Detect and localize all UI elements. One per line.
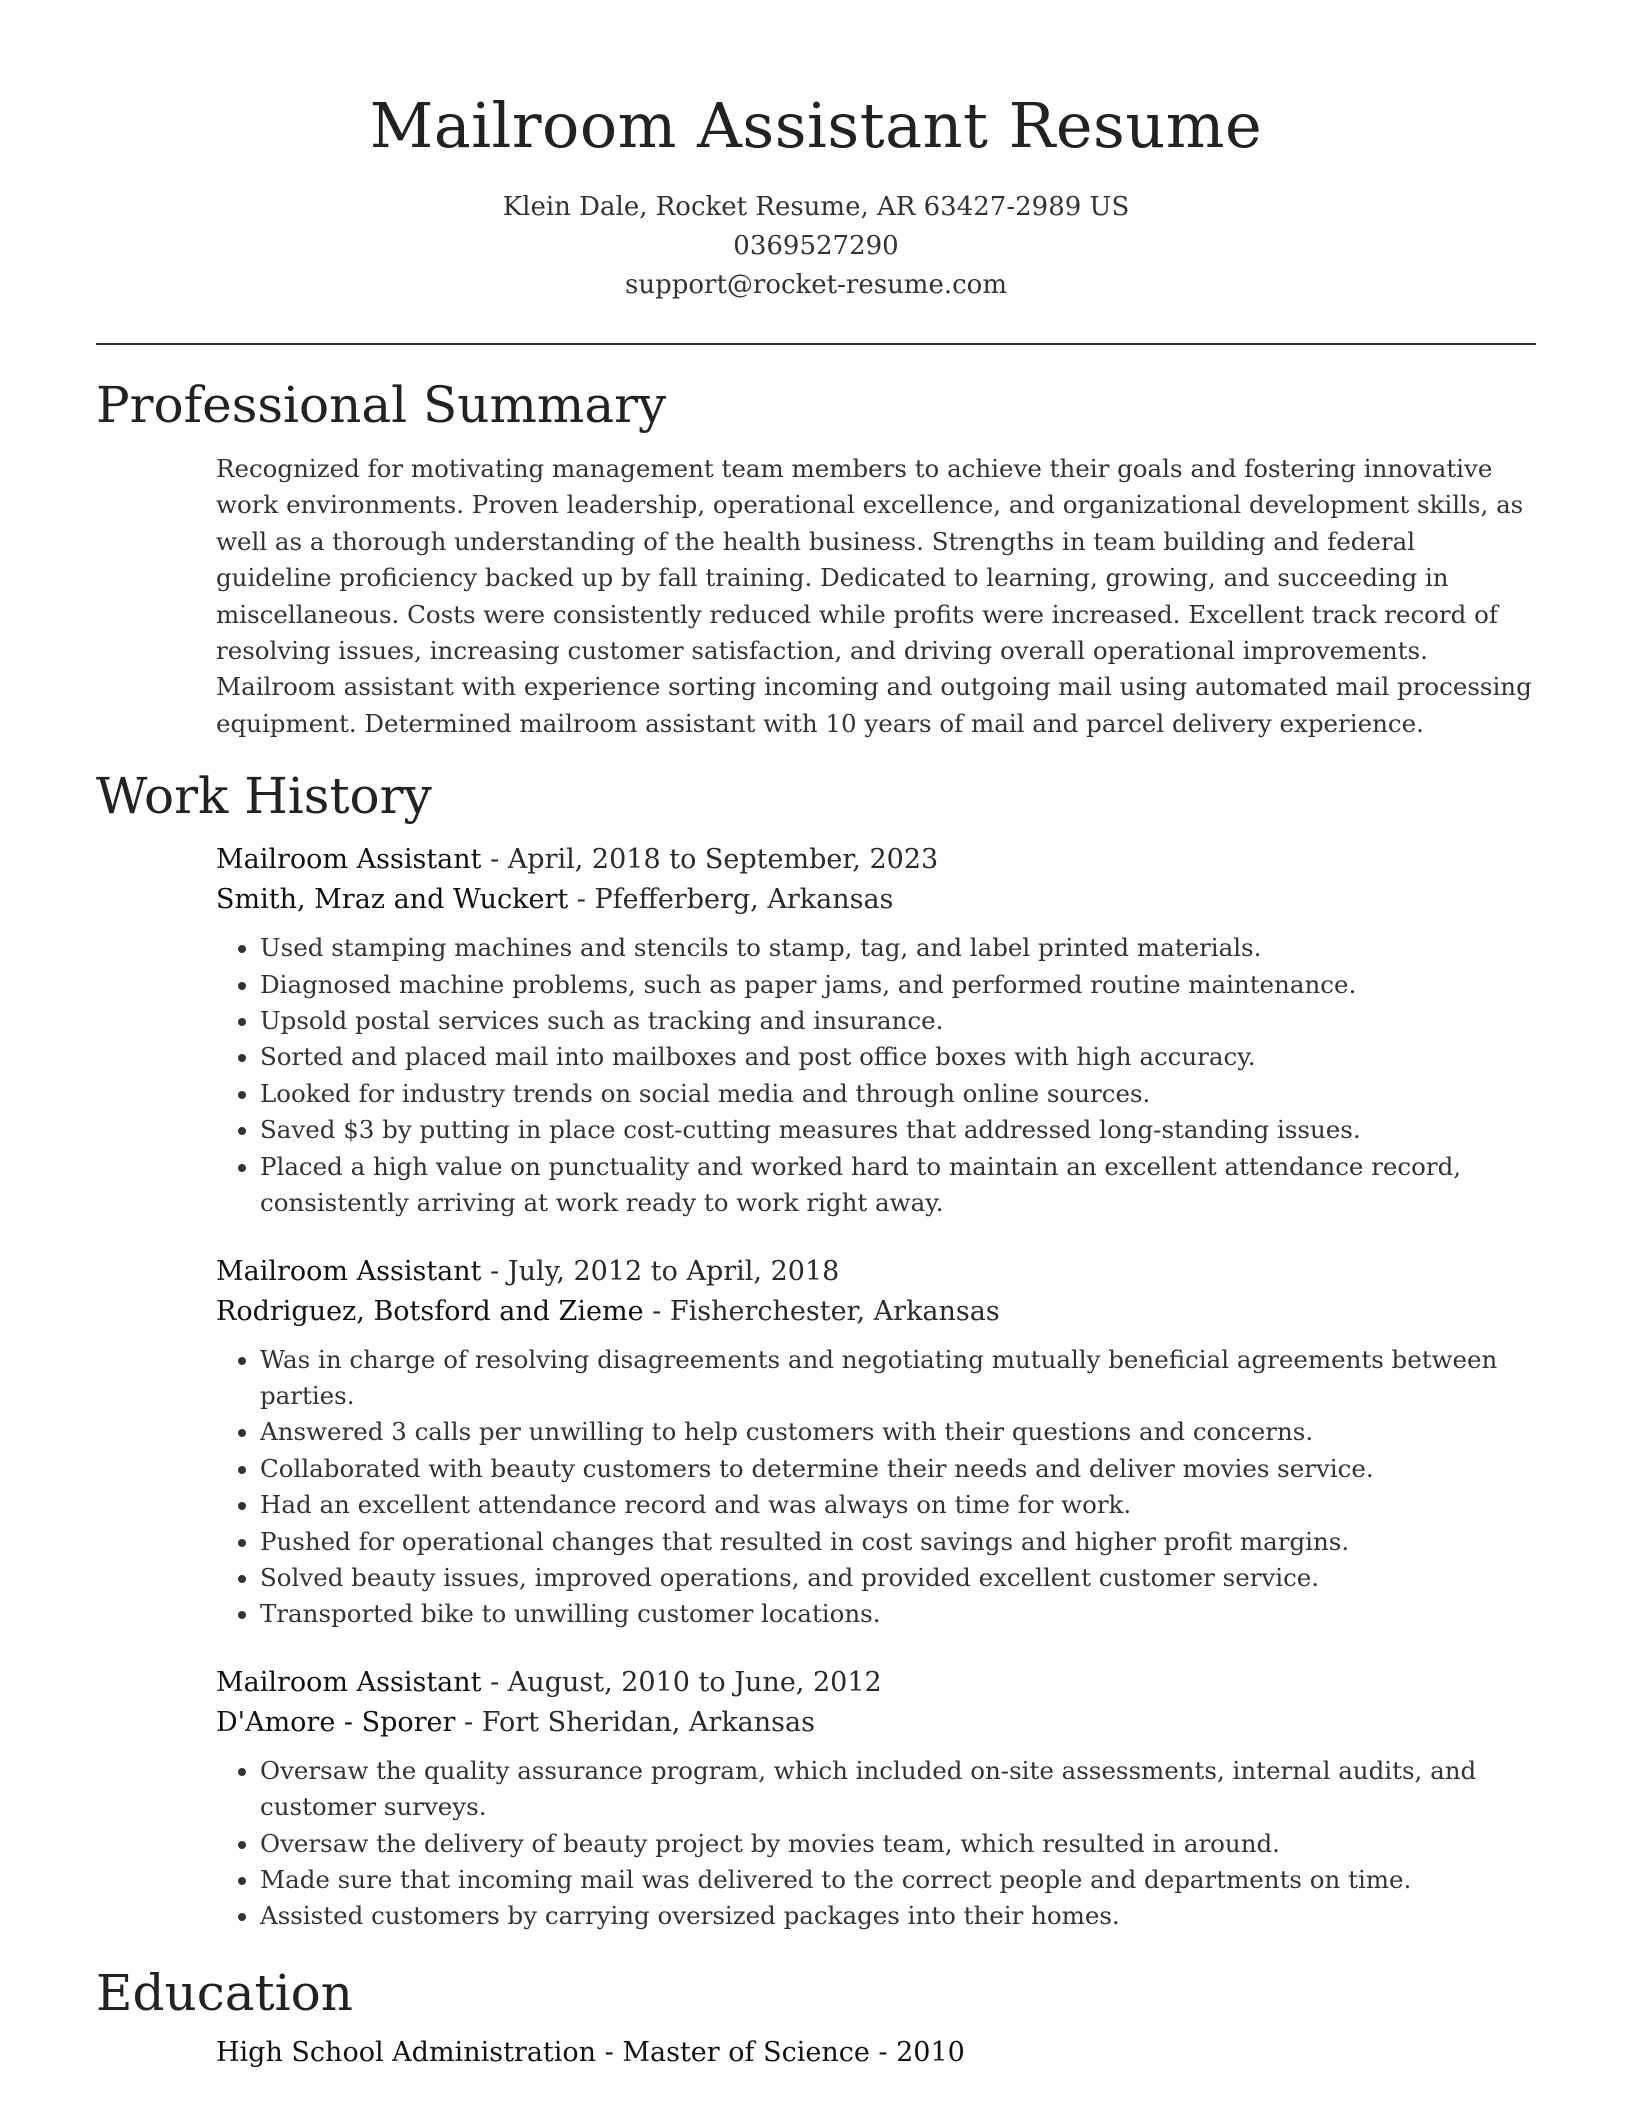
job-bullet: • Made sure that incoming mail was delivered to the correct people and departments on time.: [260, 1862, 1536, 1898]
job-bullet: • Looked for industry trends on social media and through online sources.: [260, 1076, 1536, 1112]
resume-title: Mailroom Assistant Resume: [369, 89, 1263, 162]
resume-page: [96, 0, 1536, 2073]
job-dates: - July, 2012 to April, 2018: [481, 1255, 840, 1287]
education-section: [216, 2033, 1536, 2073]
job-title: Mailroom Assistant: [216, 1255, 482, 1287]
contact-email: support@rocket-resume.com: [624, 270, 1007, 300]
job-bullet: • Diagnosed machine problems, such as paper jams, and performed routine maintenance.: [260, 967, 1536, 1003]
job-bullet: • Solved beauty issues, improved operations, and provided excellent customer service.: [260, 1560, 1536, 1596]
contact-address: Klein Dale, Rocket Resume, AR 63427-2989 US: [502, 192, 1130, 222]
job-bullet: • Collaborated with beauty customers to determine their needs and deliver movies service.: [260, 1451, 1536, 1487]
job-title: Mailroom Assistant: [216, 1666, 482, 1698]
job-entry: [216, 840, 1536, 1221]
job-bullet: • Transported bike to unwilling customer locations.: [260, 1596, 1536, 1632]
job-dates: - August, 2010 to June, 2012: [481, 1666, 882, 1698]
job-entry: [216, 1663, 1536, 1935]
job-company-line: [216, 880, 1536, 920]
job-company: Smith, Mraz and Wuckert: [216, 884, 569, 916]
job-location: - Fisherchester, Arkansas: [643, 1295, 1000, 1327]
job-company: D'Amore - Sporer: [216, 1706, 456, 1738]
job-bullet: • Upsold postal services such as tracking and insurance.: [260, 1003, 1536, 1039]
contact-block: [96, 188, 1536, 305]
job-bullet: • Answered 3 calls per unwilling to help customers with their questions and concerns.: [260, 1414, 1536, 1450]
summary-section: [216, 451, 1536, 742]
job-title-line: [216, 1663, 1536, 1703]
job-company-line: [216, 1292, 1536, 1332]
job-title: Mailroom Assistant: [216, 844, 482, 876]
job-bullet: • Pushed for operational changes that resulted in cost savings and higher profit margins.: [260, 1524, 1536, 1560]
work-history-heading: Work History: [96, 767, 432, 826]
contact-phone: 0369527290: [733, 231, 899, 261]
job-bullet: • Was in charge of resolving disagreements and negotiating mutually beneficial agreements between parties.: [260, 1342, 1536, 1415]
education-entry: High School Administration - Master of Science - 2010: [216, 2036, 965, 2068]
job-location: - Fort Sheridan, Arkansas: [455, 1706, 815, 1738]
job-bullet: • Sorted and placed mail into mailboxes and post office boxes with high accuracy.: [260, 1039, 1536, 1075]
job-bullet: • Had an excellent attendance record and was always on time for work.: [260, 1487, 1536, 1523]
education-heading: Education: [96, 1963, 353, 2022]
job-bullet: • Used stamping machines and stencils to stamp, tag, and label printed materials.: [260, 930, 1536, 966]
header-divider: [96, 343, 1536, 345]
summary-heading: Professional Summary: [96, 376, 667, 434]
job-title-line: [216, 840, 1536, 880]
job-bullet: • Oversaw the delivery of beauty project by movies team, which resulted in around.: [260, 1826, 1536, 1862]
job-location: - Pfefferberg, Arkansas: [568, 884, 894, 916]
job-company: Rodriguez, Botsford and Zieme: [216, 1295, 644, 1327]
job-bullets: [216, 930, 1536, 1221]
job-bullet: • Placed a high value on punctuality and worked hard to maintain an excellent attendance record, consistently arriving at work ready to work right away.: [260, 1149, 1536, 1222]
job-bullet: • Assisted customers by carrying oversized packages into their homes.: [260, 1898, 1536, 1934]
job-dates: - April, 2018 to September, 2023: [481, 844, 939, 876]
job-bullet: • Saved $3 by putting in place cost-cutting measures that addressed long-standing issues.: [260, 1112, 1536, 1148]
work-history-section: [216, 840, 1536, 1935]
summary-text: Recognized for motivating management team members to achieve their goals and fostering innovative work environments. Proven leadership, operational excellence, and organizational development skills, as well as a thorough understanding of the health business. Strengths in team building and federal guideline proficiency backed up by fall training. Dedicated to learning, growing, and succeeding in miscellaneous. Costs were consistently reduced while profits were increased. Excellent track record of resolving issues, increasing customer satisfaction, and driving overall operational improvements. Mailroom assistant with experience sorting incoming and outgoing mail using automated mail processing equipment. Determined mailroom assistant with 10 years of mail and parcel delivery experience.: [216, 454, 1532, 738]
job-bullets: [216, 1342, 1536, 1633]
job-title-line: [216, 1252, 1536, 1292]
job-entry: [216, 1252, 1536, 1633]
job-bullet: • Oversaw the quality assurance program, which included on-site assessments, internal audits, and customer surveys.: [260, 1753, 1536, 1826]
job-bullets: [216, 1753, 1536, 1935]
job-company-line: [216, 1703, 1536, 1743]
